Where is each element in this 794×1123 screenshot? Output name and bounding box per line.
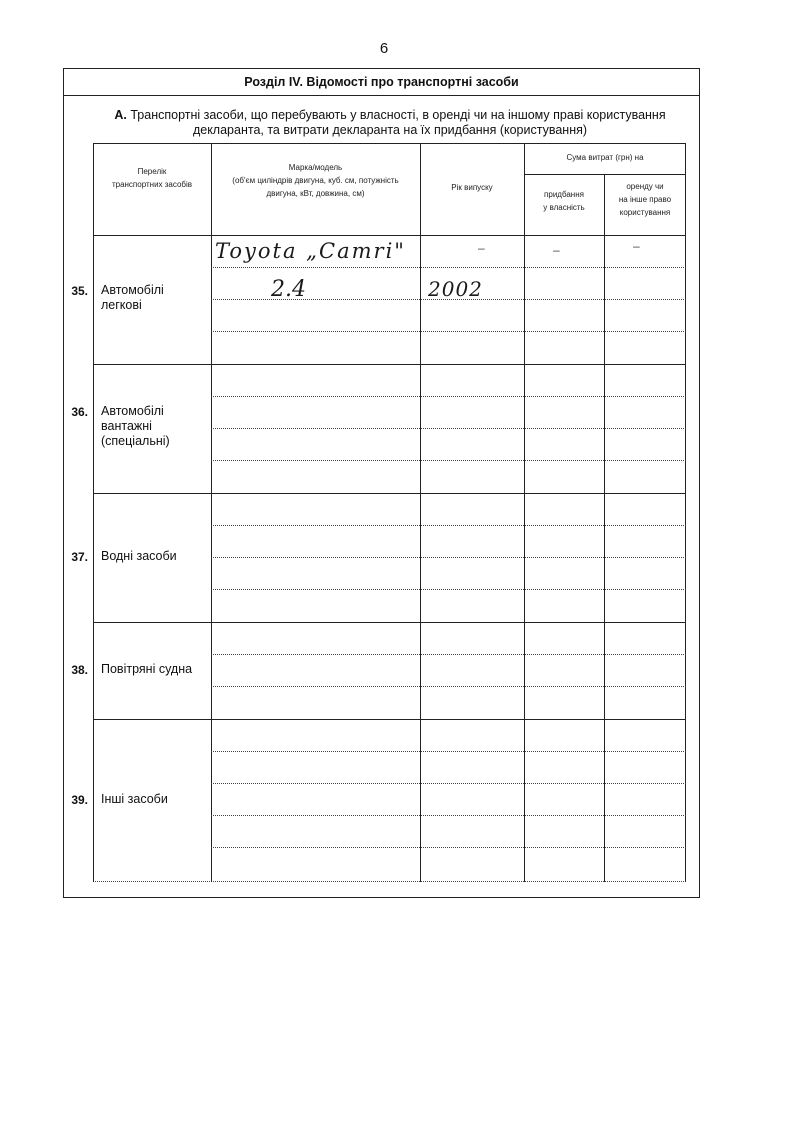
subrow-line bbox=[211, 331, 686, 332]
subrow-line bbox=[211, 396, 686, 397]
header-list: Перелік транспортних засобів bbox=[111, 167, 193, 189]
header-model: Марка/модель (об'єм циліндрів двигуна, куб. см, потужність двигуна, кВт, довжина, см) bbox=[232, 163, 399, 198]
subrow-line bbox=[211, 815, 686, 816]
subrow-line bbox=[211, 751, 686, 752]
subrow-line bbox=[211, 428, 686, 429]
subsection-text-line1: Транспортні засоби, що перебувають у власності, в оренді чи на іншому праві користування bbox=[130, 108, 666, 122]
row-label-other: Інші засоби bbox=[101, 792, 168, 806]
section-title: Розділ IV. Відомості про транспортні засоби bbox=[63, 68, 700, 96]
subrow-line bbox=[211, 557, 686, 558]
subsection-letter: А. bbox=[114, 108, 127, 122]
header-purchase: придбання у власність bbox=[543, 190, 585, 212]
row-label-trucks: Автомобілі вантажні (спеціальні) bbox=[101, 404, 170, 448]
row-number-35: 35. bbox=[71, 284, 88, 298]
table-right-border bbox=[685, 143, 686, 882]
col-divider-year bbox=[524, 143, 525, 882]
header-bottom-border bbox=[93, 235, 686, 236]
row-label-water: Водні засоби bbox=[101, 549, 177, 563]
handwritten-car-model: Toyota „Camri" bbox=[215, 239, 406, 263]
group-separator-39 bbox=[93, 719, 686, 720]
table-left-border bbox=[93, 143, 94, 882]
group-separator-37 bbox=[93, 493, 686, 494]
group-separator-36 bbox=[93, 364, 686, 365]
col-divider-sum bbox=[604, 174, 605, 882]
row-number-37: 37. bbox=[71, 550, 88, 564]
subrow-line bbox=[211, 847, 686, 848]
row-label-cars: Автомобілі легкові bbox=[101, 283, 164, 312]
handwritten-engine-volume: 2.4 bbox=[271, 277, 306, 302]
header-year: Рік випуску bbox=[451, 183, 493, 192]
subrow-line bbox=[211, 267, 686, 268]
row-number-39: 39. bbox=[71, 793, 88, 807]
row-number-38: 38. bbox=[71, 663, 88, 677]
subrow-line bbox=[211, 783, 686, 784]
handwritten-dash: – bbox=[553, 243, 560, 257]
subsection-heading bbox=[95, 108, 685, 138]
col-divider-model bbox=[420, 143, 421, 882]
page-number: 6 bbox=[379, 40, 389, 57]
transport-table bbox=[93, 143, 686, 882]
table-bottom-border bbox=[93, 881, 686, 882]
row-label-air: Повітряні судна bbox=[101, 662, 193, 676]
subrow-line bbox=[211, 686, 686, 687]
col-divider-list bbox=[211, 143, 212, 882]
header-sum: Сума витрат (грн) на bbox=[566, 153, 644, 162]
sum-header-divider bbox=[524, 174, 686, 175]
table-top-border bbox=[93, 143, 686, 144]
handwritten-dash: – bbox=[633, 239, 640, 253]
header-rent: оренду чи на інше право користування bbox=[618, 182, 672, 217]
handwritten-dash: – bbox=[478, 241, 485, 255]
handwritten-year: 2002 bbox=[428, 277, 483, 301]
subsection-text-line2: декларанта, та витрати декларанта на їх придбання (користування) bbox=[192, 123, 588, 137]
row-number-36: 36. bbox=[71, 405, 88, 419]
subrow-line bbox=[211, 589, 686, 590]
subrow-line bbox=[211, 460, 686, 461]
subrow-line bbox=[211, 525, 686, 526]
subrow-line bbox=[211, 654, 686, 655]
group-separator-38 bbox=[93, 622, 686, 623]
